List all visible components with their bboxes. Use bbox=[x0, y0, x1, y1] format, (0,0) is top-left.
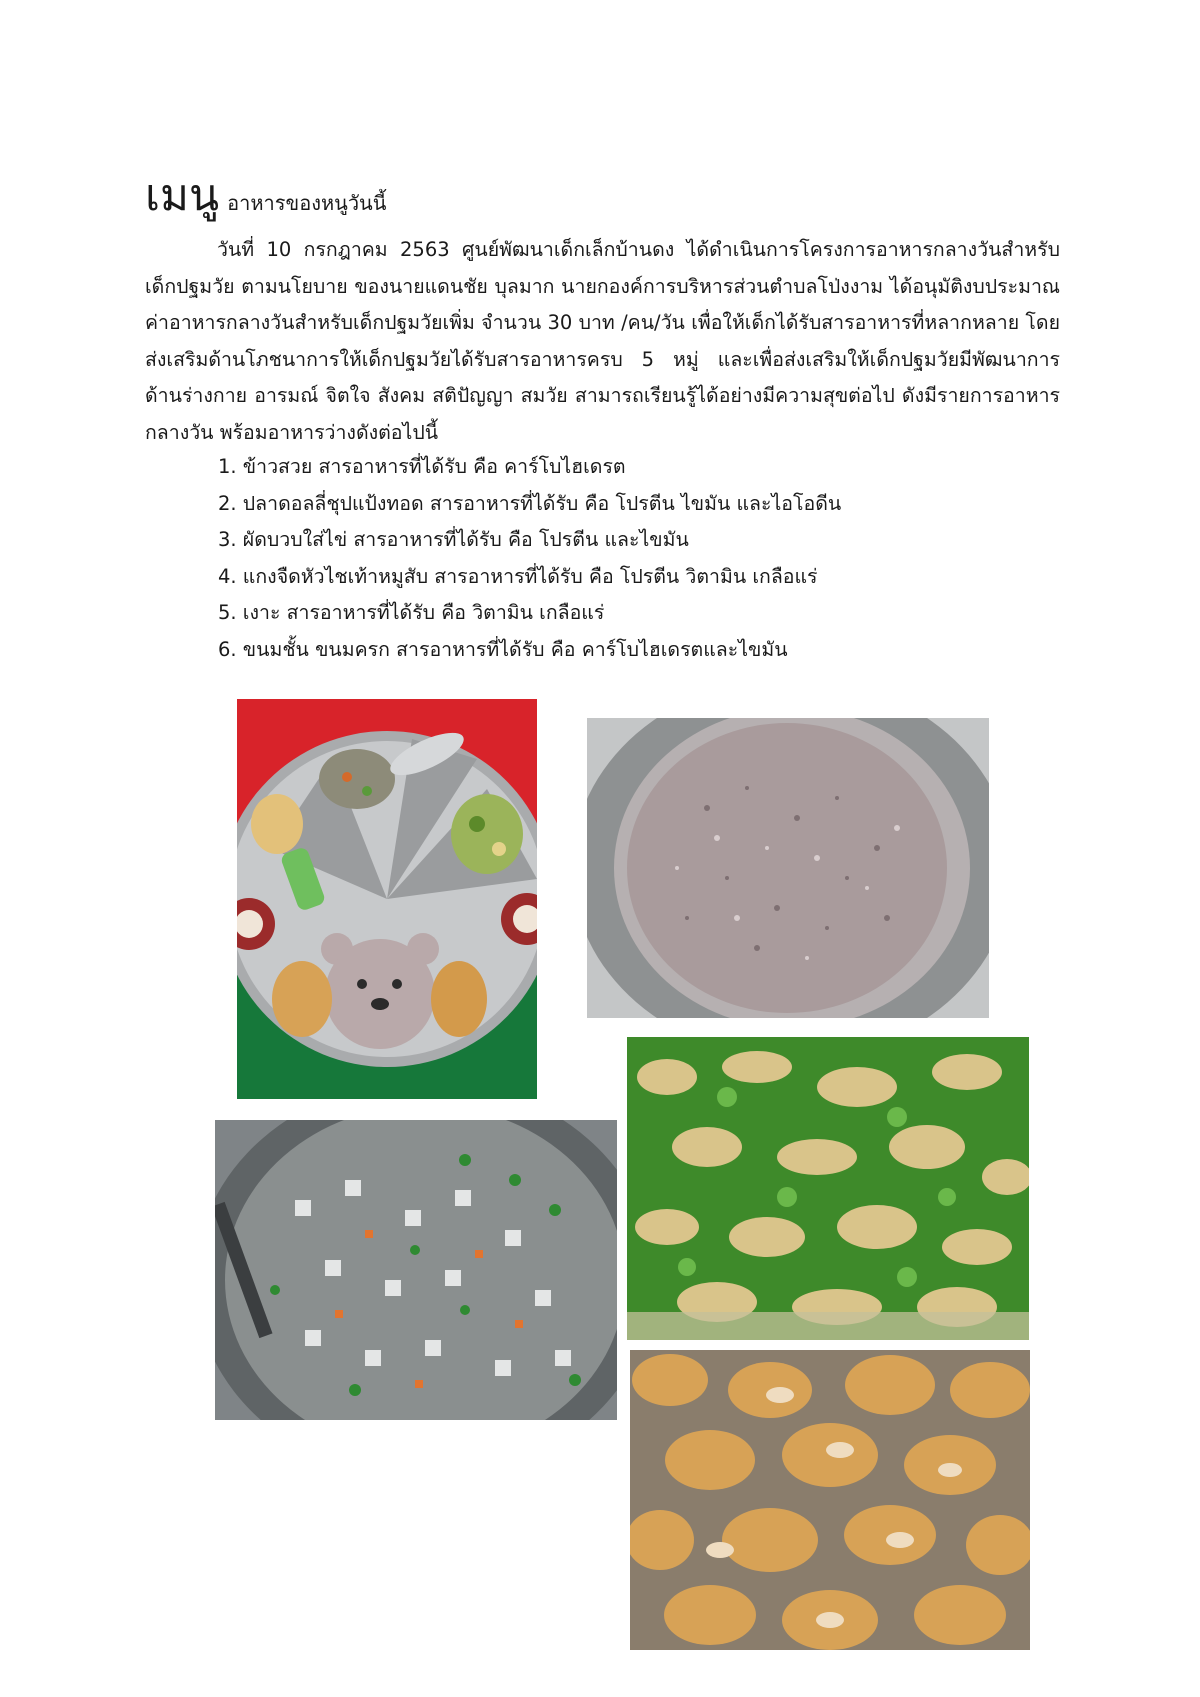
menu-title: เมนู bbox=[145, 170, 220, 221]
menu-heading bbox=[145, 170, 386, 222]
menu-item-fried-fish: 2. ปลาดอลลี่ชุปแป้งทอด สารอาหารที่ได้รับ คือ โปรตีน ไขมัน และไอโอดีน bbox=[218, 491, 842, 515]
menu-item-rice: 1. ข้าวสวย สารอาหารที่ได้รับ คือ คาร์โบไฮเดรต bbox=[218, 455, 626, 478]
photo-stir-fried-gourd bbox=[627, 1037, 1029, 1340]
intro-paragraph bbox=[145, 232, 1060, 451]
menu-subtitle: อาหารของหนูวันนี้ bbox=[227, 191, 387, 215]
intro-paragraph-text: วันที่ 10 กรกฎาคม 2563 ศูนย์พัฒนาเด็กเล็กบ้านดง ได้ดำเนินการโครงการอาหารกลางวันสำหรับเด็กปฐมวัย ตามนโยบาย ของนายแดนชัย บุลมาก นายกองค์การบริหารส่วนตำบลโป่งงาม ได้อนุมัติงบประมาณค่าอาหารกลางวันสำหรับเด็กปฐมวัยเพิ่ม จำนวน 30 บาท /คน/วัน เพื่อให้เด็กได้รับสารอาหารที่หลากหลาย โดยส่งเสริมด้านโภชนาการให้เด็กปฐมวัยได้รับสารอาหารครบ 5 หมู่ และเพื่อส่งเสริมให้เด็กปฐมวัยมีพัฒนาการ ด้านร่างกาย อารมณ์ จิตใจ สังคม สติปัญญา สมวัย สามารถเรียนรู้ได้อย่างมีความสุขต่อไป ดังมีรายการอาหารกลางวัน พร้อมอาหารว่างดังต่อไปนี้ bbox=[145, 238, 1060, 444]
menu-item-desserts: 6. ขนมชั้น ขนมครก สารอาหารที่ได้รับ คือ คาร์โบไฮเดรตและไขมัน bbox=[218, 637, 788, 661]
menu-list bbox=[218, 449, 841, 668]
photo-food-tray bbox=[237, 699, 537, 1099]
photo-steamed-rice bbox=[587, 718, 989, 1018]
photo-radish-soup bbox=[215, 1120, 617, 1420]
menu-item-rambutan: 5. เงาะ สารอาหารที่ได้รับ คือ วิตามิน เกลือแร่ bbox=[218, 601, 605, 624]
menu-item-stir-fried-gourd: 3. ผัดบวบใส่ไข่ สารอาหารที่ได้รับ คือ โปรตีน และไขมัน bbox=[218, 528, 689, 551]
photo-fried-fish bbox=[630, 1350, 1030, 1650]
menu-item-radish-soup: 4. แกงจืดหัวไชเท้าหมูสับ สารอาหารที่ได้รับ คือ โปรตีน วิตามิน เกลือแร่ bbox=[218, 564, 818, 588]
